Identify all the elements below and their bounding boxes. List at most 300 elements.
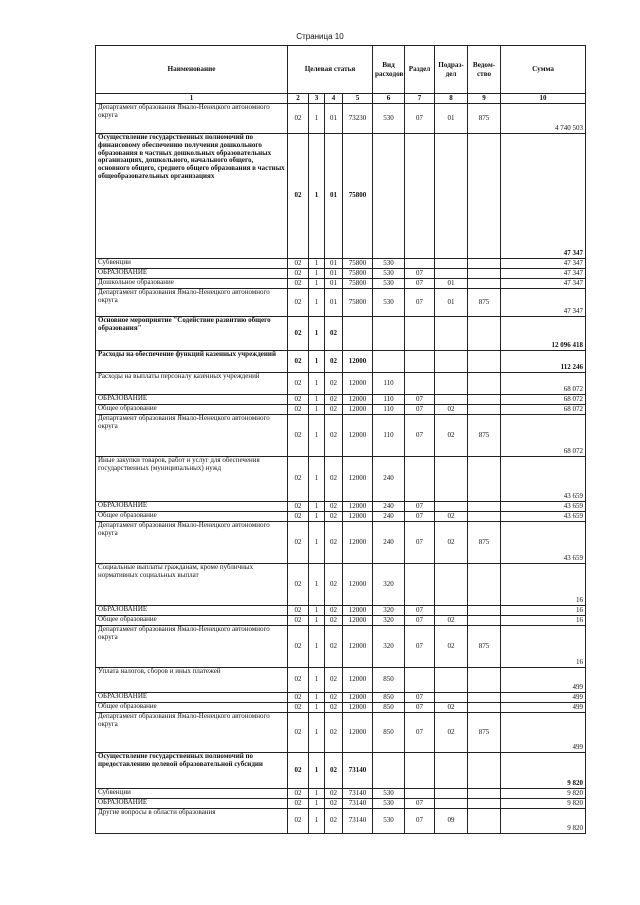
cell-event: 02 xyxy=(325,373,343,395)
cell-vedomstvo xyxy=(468,259,501,269)
cell-summa: 47 347 xyxy=(501,279,586,289)
cell-program: 02 xyxy=(288,134,309,259)
cell-podrazdel xyxy=(435,395,468,405)
cell-summa: 47 347 xyxy=(501,134,586,259)
cell-direction: 75800 xyxy=(343,269,373,279)
cell-subprogram: 1 xyxy=(309,703,325,713)
table-row xyxy=(96,405,586,415)
cell-direction: 12000 xyxy=(343,502,373,512)
cell-vedomstvo xyxy=(468,279,501,289)
cell-razdel: 07 xyxy=(405,703,435,713)
cell-subprogram: 1 xyxy=(309,753,325,789)
col-num: 6 xyxy=(373,94,405,104)
cell-subprogram: 1 xyxy=(309,259,325,269)
cell-summa: 68 072 xyxy=(501,373,586,395)
cell-vid: 240 xyxy=(373,522,405,564)
cell-podrazdel xyxy=(435,317,468,351)
cell-direction: 73140 xyxy=(343,789,373,799)
cell-podrazdel: 02 xyxy=(435,522,468,564)
cell-vid: 530 xyxy=(373,789,405,799)
cell-razdel: 07 xyxy=(405,395,435,405)
cell-vid: 530 xyxy=(373,269,405,279)
budget-table xyxy=(95,45,586,834)
cell-vid: 320 xyxy=(373,564,405,606)
cell-name: ОБРАЗОВАНИЕ xyxy=(96,395,288,405)
header-row xyxy=(96,46,586,94)
table-row xyxy=(96,395,586,405)
cell-podrazdel: 01 xyxy=(435,289,468,317)
cell-direction: 12000 xyxy=(343,626,373,668)
cell-direction: 75800 xyxy=(343,134,373,259)
cell-direction: 12000 xyxy=(343,606,373,616)
cell-name: Общее образование xyxy=(96,616,288,626)
cell-razdel: 07 xyxy=(405,606,435,616)
cell-program: 02 xyxy=(288,279,309,289)
cell-name: Департамент образования Ямало-Ненецкого автономного округа xyxy=(96,522,288,564)
cell-podrazdel xyxy=(435,693,468,703)
cell-podrazdel xyxy=(435,668,468,693)
cell-vedomstvo xyxy=(468,134,501,259)
table-row xyxy=(96,259,586,269)
cell-program: 02 xyxy=(288,693,309,703)
cell-podrazdel xyxy=(435,799,468,809)
cell-name: Осуществление государственных полномочий по предоставлению целевой образовательной субсидии xyxy=(96,753,288,789)
cell-direction: 12000 xyxy=(343,616,373,626)
cell-direction: 12000 xyxy=(343,668,373,693)
cell-vid xyxy=(373,753,405,789)
cell-vedomstvo xyxy=(468,351,501,373)
table-row xyxy=(96,351,586,373)
cell-summa: 499 xyxy=(501,693,586,703)
cell-podrazdel xyxy=(435,789,468,799)
cell-razdel xyxy=(405,668,435,693)
cell-direction: 12000 xyxy=(343,713,373,753)
cell-summa: 499 xyxy=(501,668,586,693)
col-num: 10 xyxy=(501,94,586,104)
table-row xyxy=(96,279,586,289)
cell-name: Расходы на обеспечение функций казенных учреждений xyxy=(96,351,288,373)
cell-subprogram: 1 xyxy=(309,799,325,809)
cell-name: Осуществление государственных полномочий по финансовому обеспечению получения дошкольного образования в частных дошкольных образовательных организациях, дошкольного, начального общего, основного общего, среднего общего образования в частных общеобразовательных организациях xyxy=(96,134,288,259)
cell-name: ОБРАЗОВАНИЕ xyxy=(96,799,288,809)
cell-vid: 240 xyxy=(373,512,405,522)
cell-direction: 12000 xyxy=(343,415,373,457)
table-row xyxy=(96,799,586,809)
cell-razdel: 07 xyxy=(405,405,435,415)
cell-name: Общее образование xyxy=(96,405,288,415)
cell-vedomstvo: 875 xyxy=(468,104,501,134)
cell-event: 02 xyxy=(325,616,343,626)
cell-program: 02 xyxy=(288,269,309,279)
cell-vid: 850 xyxy=(373,668,405,693)
cell-subprogram: 1 xyxy=(309,279,325,289)
cell-subprogram: 1 xyxy=(309,405,325,415)
cell-vid: 530 xyxy=(373,289,405,317)
cell-program: 02 xyxy=(288,502,309,512)
cell-subprogram: 1 xyxy=(309,512,325,522)
cell-program: 02 xyxy=(288,351,309,373)
cell-vedomstvo xyxy=(468,564,501,606)
cell-summa: 47 347 xyxy=(501,259,586,269)
cell-vid: 320 xyxy=(373,606,405,616)
cell-summa: 68 072 xyxy=(501,395,586,405)
cell-vedomstvo xyxy=(468,317,501,351)
cell-vedomstvo: 875 xyxy=(468,713,501,753)
cell-summa: 43 659 xyxy=(501,502,586,512)
col-num: 3 xyxy=(309,94,325,104)
cell-event: 02 xyxy=(325,753,343,789)
cell-summa: 47 347 xyxy=(501,269,586,279)
cell-name: Департамент образования Ямало-Ненецкого автономного округа xyxy=(96,104,288,134)
cell-vedomstvo: 875 xyxy=(468,415,501,457)
cell-name: Иные закупки товаров, работ и услуг для обеспечения государственных (муниципальных) нужд xyxy=(96,457,288,502)
cell-vedomstvo xyxy=(468,789,501,799)
cell-subprogram: 1 xyxy=(309,713,325,753)
cell-subprogram: 1 xyxy=(309,457,325,502)
cell-name: Департамент образования Ямало-Ненецкого автономного округа xyxy=(96,289,288,317)
cell-vedomstvo: 875 xyxy=(468,626,501,668)
cell-direction: 73140 xyxy=(343,809,373,834)
cell-vedomstvo xyxy=(468,269,501,279)
cell-event: 02 xyxy=(325,809,343,834)
cell-vedomstvo xyxy=(468,703,501,713)
cell-summa: 9 820 xyxy=(501,753,586,789)
cell-name: Общее образование xyxy=(96,703,288,713)
cell-podrazdel: 02 xyxy=(435,703,468,713)
header-vedomstvo: Ведом-ство xyxy=(468,46,501,94)
table-row xyxy=(96,104,586,134)
cell-summa: 43 659 xyxy=(501,512,586,522)
cell-event: 01 xyxy=(325,289,343,317)
cell-program: 02 xyxy=(288,104,309,134)
cell-vid: 850 xyxy=(373,693,405,703)
cell-name: Уплата налогов, сборов и иных платежей xyxy=(96,668,288,693)
col-num: 1 xyxy=(96,94,288,104)
cell-podrazdel: 09 xyxy=(435,809,468,834)
cell-event: 02 xyxy=(325,626,343,668)
cell-podrazdel xyxy=(435,457,468,502)
cell-event: 02 xyxy=(325,564,343,606)
cell-program: 02 xyxy=(288,626,309,668)
table-row xyxy=(96,134,586,259)
cell-program: 02 xyxy=(288,616,309,626)
table-row xyxy=(96,703,586,713)
table-row xyxy=(96,522,586,564)
cell-direction: 73140 xyxy=(343,799,373,809)
table-row xyxy=(96,789,586,799)
cell-vid: 240 xyxy=(373,502,405,512)
cell-summa: 47 347 xyxy=(501,289,586,317)
cell-name: ОБРАЗОВАНИЕ xyxy=(96,502,288,512)
cell-event: 02 xyxy=(325,713,343,753)
table-row xyxy=(96,289,586,317)
cell-vid: 110 xyxy=(373,405,405,415)
cell-razdel xyxy=(405,259,435,269)
cell-summa: 499 xyxy=(501,703,586,713)
cell-direction: 75800 xyxy=(343,289,373,317)
cell-program: 02 xyxy=(288,753,309,789)
cell-subprogram: 1 xyxy=(309,134,325,259)
col-num: 5 xyxy=(343,94,373,104)
cell-vid: 850 xyxy=(373,703,405,713)
cell-podrazdel: 02 xyxy=(435,512,468,522)
cell-razdel: 07 xyxy=(405,799,435,809)
cell-subprogram: 1 xyxy=(309,522,325,564)
cell-razdel xyxy=(405,789,435,799)
table-row xyxy=(96,564,586,606)
cell-vedomstvo xyxy=(468,809,501,834)
cell-program: 02 xyxy=(288,564,309,606)
cell-vedomstvo xyxy=(468,512,501,522)
cell-razdel xyxy=(405,317,435,351)
cell-direction xyxy=(343,317,373,351)
cell-subprogram: 1 xyxy=(309,809,325,834)
cell-direction: 73230 xyxy=(343,104,373,134)
cell-razdel: 07 xyxy=(405,269,435,279)
cell-program: 02 xyxy=(288,606,309,616)
cell-subprogram: 1 xyxy=(309,616,325,626)
cell-name: ОБРАЗОВАНИЕ xyxy=(96,693,288,703)
cell-program: 02 xyxy=(288,373,309,395)
table-row xyxy=(96,693,586,703)
cell-direction: 12000 xyxy=(343,703,373,713)
cell-vedomstvo xyxy=(468,668,501,693)
cell-program: 02 xyxy=(288,512,309,522)
cell-event: 01 xyxy=(325,104,343,134)
cell-event: 01 xyxy=(325,279,343,289)
cell-program: 02 xyxy=(288,703,309,713)
cell-program: 02 xyxy=(288,713,309,753)
table-row xyxy=(96,512,586,522)
header-target: Целевая статья xyxy=(288,46,373,94)
table-row xyxy=(96,713,586,753)
cell-podrazdel: 02 xyxy=(435,415,468,457)
cell-razdel: 07 xyxy=(405,713,435,753)
cell-program: 02 xyxy=(288,668,309,693)
table-row xyxy=(96,373,586,395)
cell-event: 02 xyxy=(325,351,343,373)
cell-event: 02 xyxy=(325,317,343,351)
cell-vedomstvo xyxy=(468,799,501,809)
cell-subprogram: 1 xyxy=(309,626,325,668)
cell-summa: 112 246 xyxy=(501,351,586,373)
cell-summa: 9 820 xyxy=(501,799,586,809)
cell-podrazdel xyxy=(435,351,468,373)
cell-subprogram: 1 xyxy=(309,395,325,405)
cell-vedomstvo xyxy=(468,457,501,502)
cell-program: 02 xyxy=(288,522,309,564)
cell-summa: 12 096 418 xyxy=(501,317,586,351)
cell-razdel: 07 xyxy=(405,415,435,457)
col-num: 8 xyxy=(435,94,468,104)
cell-razdel xyxy=(405,564,435,606)
cell-event: 02 xyxy=(325,703,343,713)
cell-subprogram: 1 xyxy=(309,269,325,279)
cell-direction: 12000 xyxy=(343,522,373,564)
cell-podrazdel: 02 xyxy=(435,626,468,668)
cell-summa: 68 072 xyxy=(501,405,586,415)
table-row xyxy=(96,616,586,626)
cell-event: 02 xyxy=(325,668,343,693)
cell-event: 02 xyxy=(325,395,343,405)
cell-vedomstvo xyxy=(468,606,501,616)
cell-name: Департамент образования Ямало-Ненецкого автономного округа xyxy=(96,415,288,457)
col-num: 9 xyxy=(468,94,501,104)
cell-vid xyxy=(373,317,405,351)
cell-subprogram: 1 xyxy=(309,104,325,134)
header-vid: Вид расходов xyxy=(373,46,405,94)
cell-podrazdel xyxy=(435,564,468,606)
cell-direction: 12000 xyxy=(343,512,373,522)
cell-razdel: 07 xyxy=(405,104,435,134)
table-row xyxy=(96,626,586,668)
header-razdel: Раздел xyxy=(405,46,435,94)
cell-direction: 12000 xyxy=(343,693,373,703)
cell-razdel xyxy=(405,457,435,502)
cell-name: Расходы на выплаты персоналу казенных учреждений xyxy=(96,373,288,395)
cell-summa: 16 xyxy=(501,616,586,626)
cell-subprogram: 1 xyxy=(309,693,325,703)
cell-razdel: 07 xyxy=(405,626,435,668)
cell-event: 02 xyxy=(325,789,343,799)
cell-razdel xyxy=(405,134,435,259)
cell-program: 02 xyxy=(288,789,309,799)
cell-direction: 12000 xyxy=(343,457,373,502)
cell-subprogram: 1 xyxy=(309,564,325,606)
cell-subprogram: 1 xyxy=(309,502,325,512)
page-label: Страница 10 xyxy=(296,32,344,41)
cell-name: Социальные выплаты гражданам, кроме публичных нормативных социальных выплат xyxy=(96,564,288,606)
cell-event: 02 xyxy=(325,512,343,522)
cell-vedomstvo xyxy=(468,753,501,789)
cell-razdel: 07 xyxy=(405,289,435,317)
cell-razdel: 07 xyxy=(405,502,435,512)
cell-program: 02 xyxy=(288,289,309,317)
cell-vid: 320 xyxy=(373,626,405,668)
cell-direction: 12000 xyxy=(343,405,373,415)
cell-program: 02 xyxy=(288,457,309,502)
cell-program: 02 xyxy=(288,317,309,351)
cell-podrazdel xyxy=(435,259,468,269)
cell-name: Департамент образования Ямало-Ненецкого автономного округа xyxy=(96,626,288,668)
cell-event: 02 xyxy=(325,799,343,809)
cell-direction: 12000 xyxy=(343,564,373,606)
cell-name: ОБРАЗОВАНИЕ xyxy=(96,606,288,616)
cell-razdel xyxy=(405,351,435,373)
cell-program: 02 xyxy=(288,405,309,415)
header-name: Наименование xyxy=(96,46,288,94)
table-body xyxy=(96,104,586,834)
cell-program: 02 xyxy=(288,259,309,269)
table-row xyxy=(96,606,586,616)
cell-direction: 75800 xyxy=(343,259,373,269)
cell-vid xyxy=(373,351,405,373)
cell-razdel: 07 xyxy=(405,522,435,564)
cell-vid: 110 xyxy=(373,415,405,457)
cell-podrazdel xyxy=(435,373,468,395)
cell-subprogram: 1 xyxy=(309,668,325,693)
header-summa: Сумма xyxy=(501,46,586,94)
cell-program: 02 xyxy=(288,395,309,405)
cell-podrazdel xyxy=(435,134,468,259)
cell-name: ОБРАЗОВАНИЕ xyxy=(96,269,288,279)
cell-summa: 43 659 xyxy=(501,457,586,502)
cell-razdel: 07 xyxy=(405,512,435,522)
cell-event: 02 xyxy=(325,502,343,512)
cell-summa: 68 072 xyxy=(501,415,586,457)
cell-podrazdel xyxy=(435,606,468,616)
cell-event: 02 xyxy=(325,522,343,564)
cell-name: Другие вопросы в области образования xyxy=(96,809,288,834)
cell-direction: 12000 xyxy=(343,351,373,373)
cell-name: Департамент образования Ямало-Ненецкого автономного округа xyxy=(96,713,288,753)
cell-podrazdel: 02 xyxy=(435,405,468,415)
col-num: 7 xyxy=(405,94,435,104)
cell-razdel xyxy=(405,373,435,395)
cell-vedomstvo xyxy=(468,502,501,512)
cell-razdel: 07 xyxy=(405,616,435,626)
cell-event: 02 xyxy=(325,405,343,415)
cell-podrazdel: 02 xyxy=(435,616,468,626)
cell-event: 02 xyxy=(325,693,343,703)
cell-vid: 110 xyxy=(373,373,405,395)
cell-vid xyxy=(373,134,405,259)
cell-vedomstvo xyxy=(468,616,501,626)
cell-razdel: 07 xyxy=(405,693,435,703)
cell-name: Основное мероприятие "Содействие развитию общего образования" xyxy=(96,317,288,351)
table-row xyxy=(96,457,586,502)
table-row xyxy=(96,809,586,834)
cell-summa: 9 820 xyxy=(501,809,586,834)
cell-summa: 16 xyxy=(501,626,586,668)
cell-subprogram: 1 xyxy=(309,415,325,457)
col-num: 4 xyxy=(325,94,343,104)
table-row xyxy=(96,502,586,512)
cell-vedomstvo xyxy=(468,373,501,395)
cell-vid: 530 xyxy=(373,279,405,289)
cell-vedomstvo: 875 xyxy=(468,289,501,317)
table-row xyxy=(96,269,586,279)
cell-summa: 16 xyxy=(501,606,586,616)
cell-podrazdel: 02 xyxy=(435,713,468,753)
cell-vid: 530 xyxy=(373,799,405,809)
cell-vid: 110 xyxy=(373,395,405,405)
cell-vid: 530 xyxy=(373,104,405,134)
cell-podrazdel xyxy=(435,502,468,512)
cell-summa: 16 xyxy=(501,564,586,606)
table-row xyxy=(96,415,586,457)
cell-name: Субвенции xyxy=(96,789,288,799)
cell-vid: 240 xyxy=(373,457,405,502)
cell-direction: 75800 xyxy=(343,279,373,289)
cell-event: 01 xyxy=(325,134,343,259)
cell-program: 02 xyxy=(288,415,309,457)
cell-podrazdel: 01 xyxy=(435,104,468,134)
cell-program: 02 xyxy=(288,799,309,809)
cell-direction: 12000 xyxy=(343,373,373,395)
cell-event: 02 xyxy=(325,606,343,616)
cell-vid: 530 xyxy=(373,259,405,269)
column-number-row xyxy=(96,94,586,104)
cell-name: Общее образование xyxy=(96,512,288,522)
cell-direction: 73140 xyxy=(343,753,373,789)
cell-vid: 320 xyxy=(373,616,405,626)
cell-razdel: 07 xyxy=(405,809,435,834)
cell-vid: 850 xyxy=(373,713,405,753)
cell-subprogram: 1 xyxy=(309,317,325,351)
table-row xyxy=(96,317,586,351)
cell-subprogram: 1 xyxy=(309,606,325,616)
